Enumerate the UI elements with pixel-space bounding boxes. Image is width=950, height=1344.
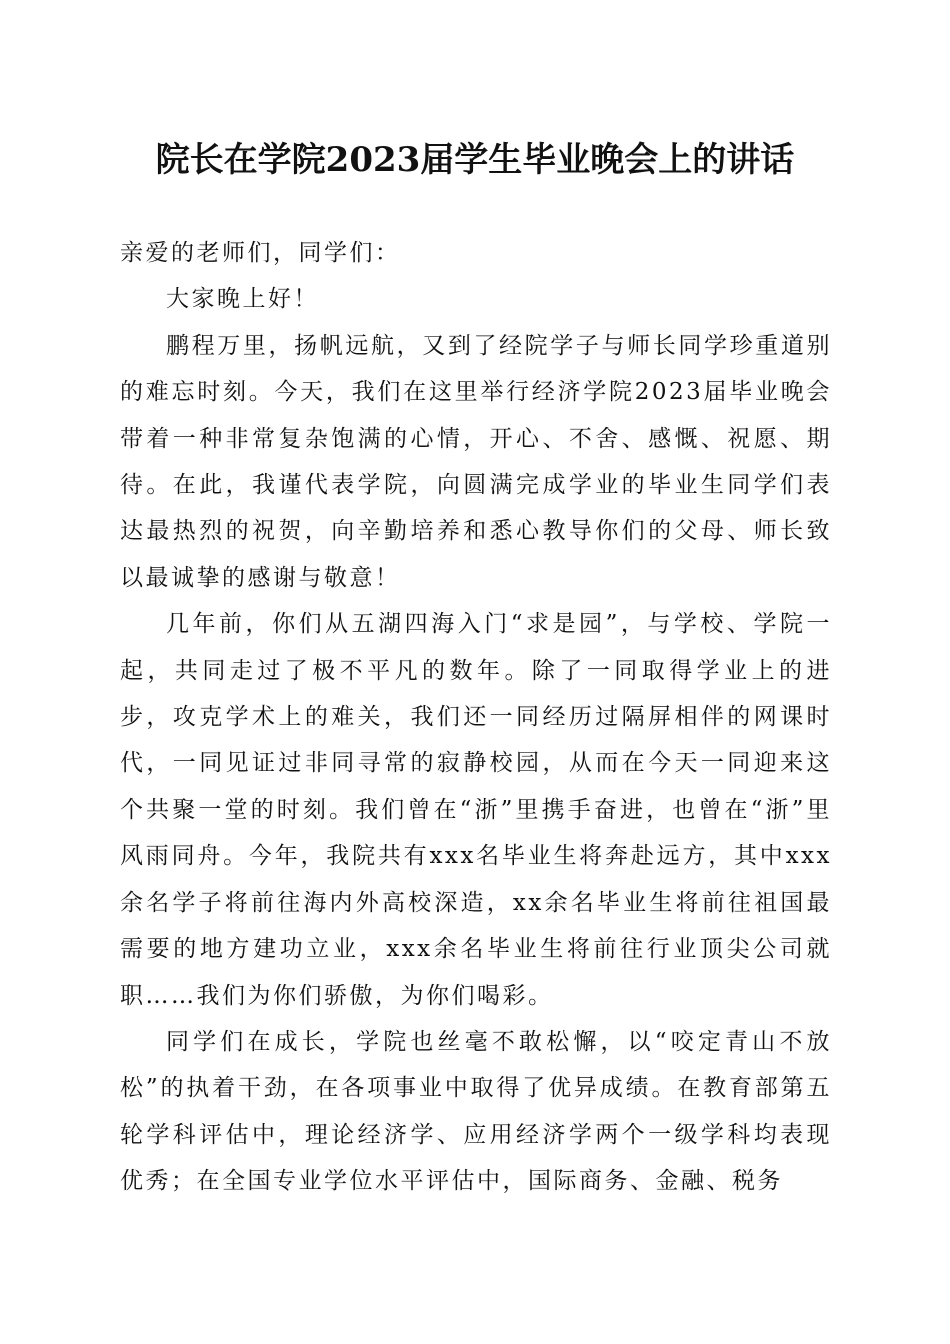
paragraph-greeting: 大家晚上好！ (166, 286, 319, 313)
paragraph-achievements: 同学们在成长，学院也丝毫不敢松懈，以“咬定青山不放松”的执着干劲，在各项事业中取得了优异成绩。在教育部第五轮学科评估中，理论经济学、应用经济学两个一级学科均表现优秀；在全国专业学位水平评估中，国际商务、金融、税务 (120, 1028, 832, 1195)
salutation: 亲爱的老师们，同学们： (120, 240, 401, 266)
paragraph-journey: 几年前，你们从五湖四海入门“求是园”，与学校、学院一起，共同走过了极不平凡的数年。除了一同取得学业上的进步，攻克学术上的难关，我们还一同经历过隔屏相伴的网课时代，一同见证过非同寻常的寂静校园，从而在今天一同迎来这个共聚一堂的时刻。我们曾在“浙”里携手奋进，也曾在“浙”里风雨同舟。今年，我院共有xxx名毕业生将奔赴远方，其中xxx余名学子将前往海内外高校深造，xx余名毕业生将前往祖国最需要的地方建功立业，xxx余名毕业生将前往行业顶尖公司就职……我们为你们骄傲，为你们喝彩。 (120, 611, 832, 1009)
paragraph-farewell: 鹏程万里，扬帆远航，又到了经院学子与师长同学珍重道别的难忘时刻。今天，我们在这里举行经济学院2023届毕业晚会带着一种非常复杂饱满的心情，开心、不舍、感慨、祝愿、期待。在此，我谨代表学院，向圆满完成学业的毕业生同学们表达最热烈的祝贺，向辛勤培养和悉心教导你们的父母、师长致以最诚挚的感谢与敬意！ (120, 332, 832, 591)
document-body (120, 230, 832, 1205)
document-title: 院长在学院2023届学生毕业晚会上的讲话 (155, 140, 795, 180)
